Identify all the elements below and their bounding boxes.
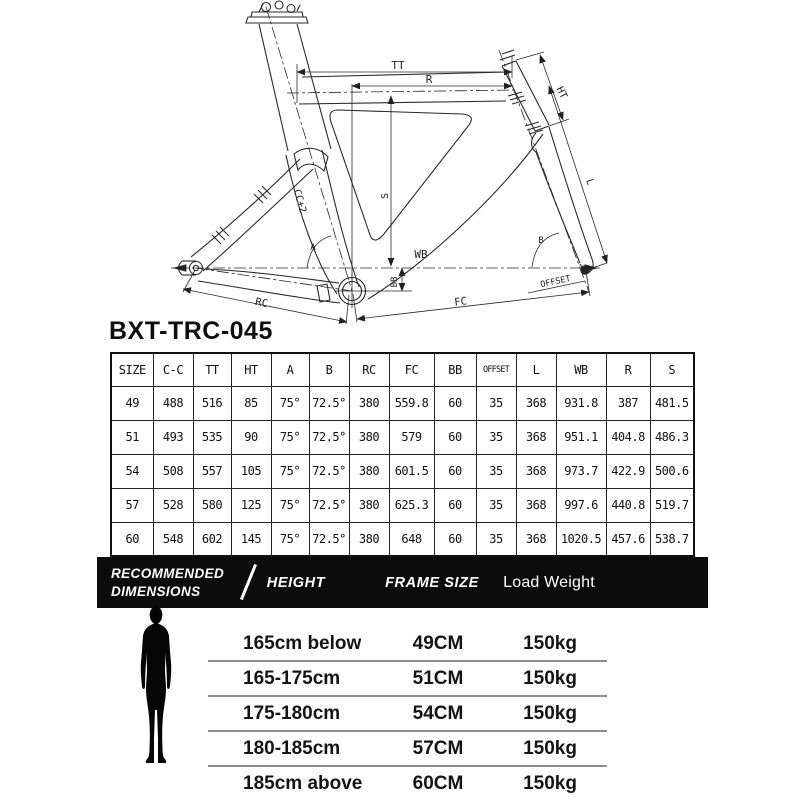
cell-b: 72.5° [309, 522, 349, 556]
cell-fc: 559.8 [389, 386, 434, 420]
cell-l: 368 [516, 386, 556, 420]
height-range: 165cm below [243, 632, 362, 654]
load-weight: 150kg [523, 737, 577, 759]
cell-fc: 625.3 [389, 488, 434, 522]
cell-r: 440.8 [606, 488, 650, 522]
geometry-column-header: BB [434, 353, 476, 386]
cell-l: 368 [516, 454, 556, 488]
dim-label-angle-a: A [310, 243, 316, 253]
cell-size: 60 [111, 522, 153, 556]
banner-col-height: HEIGHT [266, 574, 326, 591]
height-range: 175-180cm [243, 702, 341, 724]
cell-cc: 508 [153, 454, 193, 488]
cell-size: 51 [111, 420, 153, 454]
geometry-column-header: TT [193, 353, 231, 386]
cell-ht: 105 [231, 454, 271, 488]
dim-label-l: L [583, 177, 596, 187]
geometry-table [110, 352, 695, 557]
cell-r: 387 [606, 386, 650, 420]
cell-bb: 60 [434, 488, 476, 522]
dim-label-ht: HT [553, 85, 569, 101]
cell-wb: 1020.5 [556, 522, 606, 556]
geometry-column-header: FC [389, 353, 434, 386]
cell-l: 368 [516, 522, 556, 556]
cell-wb: 997.6 [556, 488, 606, 522]
cell-bb: 60 [434, 420, 476, 454]
dim-label-wb: WB [414, 248, 428, 261]
cell-ht: 85 [231, 386, 271, 420]
geometry-row [111, 386, 694, 420]
geometry-column-header: C-C [153, 353, 193, 386]
dim-label-fc: FC [453, 295, 468, 309]
cell-b: 72.5° [309, 420, 349, 454]
geometry-row [111, 488, 694, 522]
dim-label-r: R [425, 73, 433, 86]
cell-b: 72.5° [309, 454, 349, 488]
geometry-column-header: HT [231, 353, 271, 386]
cell-l: 368 [516, 488, 556, 522]
height-range: 165-175cm [243, 667, 341, 689]
dim-label-tt: TT [391, 59, 405, 72]
cell-size: 57 [111, 488, 153, 522]
cell-fc: 648 [389, 522, 434, 556]
cell-a: 75° [271, 420, 309, 454]
dimension-labels [254, 59, 595, 310]
banner-title [111, 565, 224, 601]
cell-wb: 973.7 [556, 454, 606, 488]
dim-label-cc: CC+2 [290, 188, 309, 215]
cell-s: 486.3 [650, 420, 694, 454]
cell-fc: 601.5 [389, 454, 434, 488]
recommendation-row [208, 767, 607, 800]
recommended-dimensions-banner [97, 557, 708, 608]
recommendation-row [208, 697, 607, 732]
cell-bb: 60 [434, 386, 476, 420]
geometry-header-row [111, 353, 694, 386]
cell-tt: 602 [193, 522, 231, 556]
cell-s: 538.7 [650, 522, 694, 556]
load-weight: 150kg [523, 667, 577, 689]
frame-size: 51CM [412, 667, 464, 689]
cell-ht: 90 [231, 420, 271, 454]
geometry-column-header: L [516, 353, 556, 386]
cell-offset: 35 [476, 454, 516, 488]
cell-r: 422.9 [606, 454, 650, 488]
load-weight: 150kg [523, 772, 577, 794]
cell-offset: 35 [476, 420, 516, 454]
geometry-column-header: SIZE [111, 353, 153, 386]
geometry-column-header: R [606, 353, 650, 386]
bike-frame-diagram [0, 0, 800, 350]
height-range: 180-185cm [243, 737, 341, 759]
load-weight: 150kg [523, 702, 577, 724]
recommendation-row [208, 627, 607, 662]
cell-b: 72.5° [309, 488, 349, 522]
cell-b: 72.5° [309, 386, 349, 420]
geometry-row [111, 522, 694, 556]
banner-col-frame-size: FRAME SIZE [385, 574, 479, 591]
frame-size: 60CM [412, 772, 464, 794]
cell-tt: 516 [193, 386, 231, 420]
cell-a: 75° [271, 522, 309, 556]
dim-label-offset: OFFSET [539, 273, 572, 291]
axis-centerlines [171, 7, 600, 292]
cell-a: 75° [271, 488, 309, 522]
geometry-row [111, 420, 694, 454]
cell-wb: 931.8 [556, 386, 606, 420]
cell-fc: 579 [389, 420, 434, 454]
page-title: BXT-TRC-045 [109, 317, 273, 345]
cell-size: 54 [111, 454, 153, 488]
cell-offset: 35 [476, 522, 516, 556]
cell-tt: 557 [193, 454, 231, 488]
cell-r: 404.8 [606, 420, 650, 454]
cell-rc: 380 [349, 386, 389, 420]
dim-label-s: S [380, 192, 391, 200]
banner-title-line1: RECOMMENDED [111, 566, 225, 581]
human-silhouette [133, 606, 179, 766]
geometry-row [111, 454, 694, 488]
cell-rc: 380 [349, 522, 389, 556]
geometry-column-header: A [271, 353, 309, 386]
cell-cc: 493 [153, 420, 193, 454]
banner-slash-divider [240, 564, 257, 600]
cell-size: 49 [111, 386, 153, 420]
cell-rc: 380 [349, 488, 389, 522]
frame-size: 57CM [412, 737, 464, 759]
cell-tt: 580 [193, 488, 231, 522]
cell-cc: 488 [153, 386, 193, 420]
dim-label-angle-b: B [538, 236, 544, 246]
height-range: 185cm above [243, 772, 363, 794]
cell-r: 457.6 [606, 522, 650, 556]
geometry-column-header: B [309, 353, 349, 386]
cell-bb: 60 [434, 522, 476, 556]
recommendation-list [208, 627, 607, 800]
geometry-column-header: OFFSET [476, 353, 516, 386]
recommendation-row [208, 662, 607, 697]
cell-s: 481.5 [650, 386, 694, 420]
cell-ht: 125 [231, 488, 271, 522]
cell-ht: 145 [231, 522, 271, 556]
cell-offset: 35 [476, 488, 516, 522]
cell-tt: 535 [193, 420, 231, 454]
banner-col-load-weight: Load Weight [503, 573, 595, 591]
frame-size: 54CM [412, 702, 464, 724]
cell-l: 368 [516, 420, 556, 454]
geometry-column-header: RC [349, 353, 389, 386]
dim-label-bb: BB [390, 276, 400, 288]
cell-s: 519.7 [650, 488, 694, 522]
cell-a: 75° [271, 386, 309, 420]
dim-label-rc: RC [254, 295, 269, 311]
recommendation-row [208, 732, 607, 767]
cell-wb: 951.1 [556, 420, 606, 454]
geometry-column-header: WB [556, 353, 606, 386]
cell-rc: 380 [349, 420, 389, 454]
cell-cc: 528 [153, 488, 193, 522]
cell-offset: 35 [476, 386, 516, 420]
load-weight: 150kg [523, 632, 577, 654]
cell-rc: 380 [349, 454, 389, 488]
geometry-column-header: S [650, 353, 694, 386]
cell-bb: 60 [434, 454, 476, 488]
frame-size: 49CM [412, 632, 464, 654]
banner-title-line2: DIMENSIONS [111, 584, 201, 600]
cell-s: 500.6 [650, 454, 694, 488]
cell-cc: 548 [153, 522, 193, 556]
cell-a: 75° [271, 454, 309, 488]
frame-outline [179, 1, 594, 311]
